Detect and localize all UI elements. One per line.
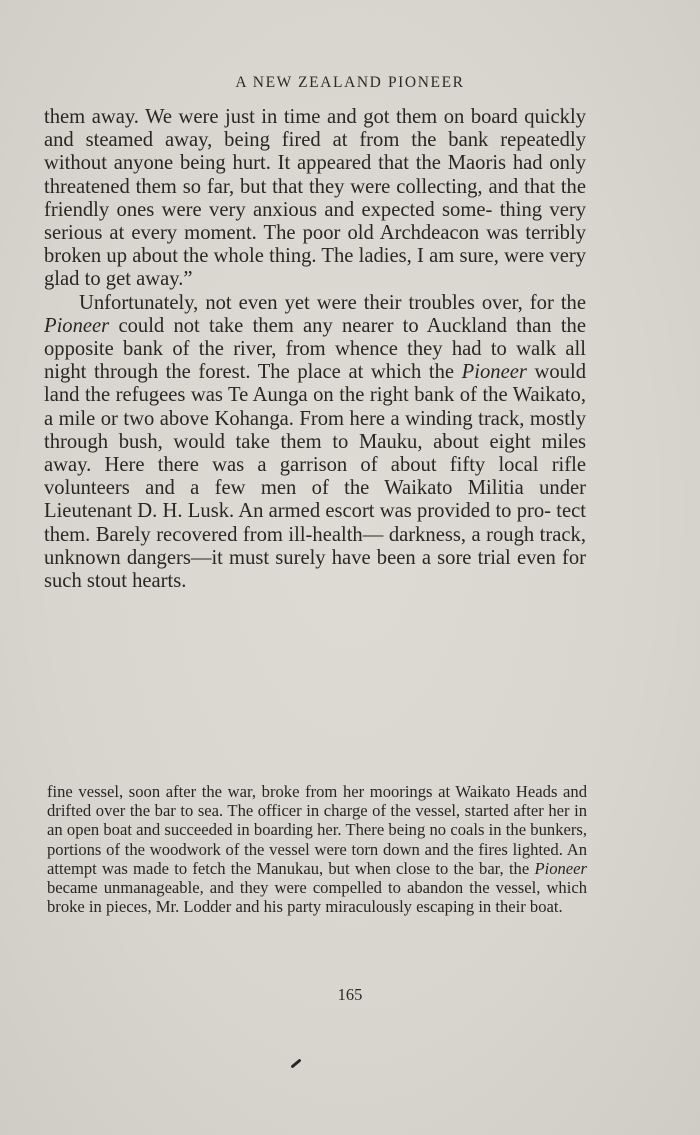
pencil-mark bbox=[290, 1058, 301, 1068]
ship-name: Pioneer bbox=[534, 858, 587, 878]
paragraph-continuation: them away. We were just in time and got them on board quickly and steamed away, being fired at from the bank repeatedly without anyone being hurt. It appeared that the Maoris had only threatened them so far, but that they were collecting, and that the friendly ones were very anxious and expected some- thing very serious at every moment. The poor old Archdeacon was terribly broken up about the whole thing. The ladies, I am sure, were very glad to get away.” bbox=[44, 106, 586, 291]
paragraph-refugees bbox=[44, 292, 586, 594]
paragraph-text: would land the refugees was Te Aunga on the right bank of the Waikato, a mile or two above Kohanga. From here a winding track, mostly through bush, would take them to Mauku, about eight miles away. Here there was a garrison of about fifty local rifle volunteers and a few men of the Waikato Militia under Lieutenant D. H. Lusk. An armed escort was provided to pro- tect them. Barely recovered from ill-health— darkness, a rough track, unknown dangers—it must surely have been a sore trial even for such stout hearts. bbox=[44, 361, 586, 593]
footnote-text: fine vessel, soon after the war, broke from her moorings at Waikato Heads and drifted over the bar to sea. The officer in charge of the vessel, started after her in an open boat and succeeded in boarding her. There being no coals in the bunkers, portions of the woodwork of the vessel were torn down and the fires lighted. An attempt was made to fetch the Manukau, but when close to the bar, the bbox=[47, 782, 587, 878]
paragraph-text: could not take them any nearer to Auckland than the opposite bank of the river, from whence they had to walk all night through the forest. The place at which the bbox=[44, 314, 586, 384]
ship-name: Pioneer bbox=[44, 314, 110, 337]
footnote-text-block bbox=[47, 782, 587, 916]
paragraph-text: Unfortunately, not even yet were their troubles over, for the bbox=[79, 291, 586, 314]
page-number: 165 bbox=[337, 985, 363, 1004]
main-text bbox=[44, 106, 586, 593]
running-head: A NEW ZEALAND PIONEER bbox=[235, 74, 465, 91]
footnote-text: became unmanageable, and they were compelled to abandon the vessel, which broke in pieces, Mr. Lodder and his party miraculously escaping in their boat. bbox=[47, 878, 587, 917]
ship-name: Pioneer bbox=[461, 361, 527, 384]
footnote bbox=[47, 782, 587, 916]
